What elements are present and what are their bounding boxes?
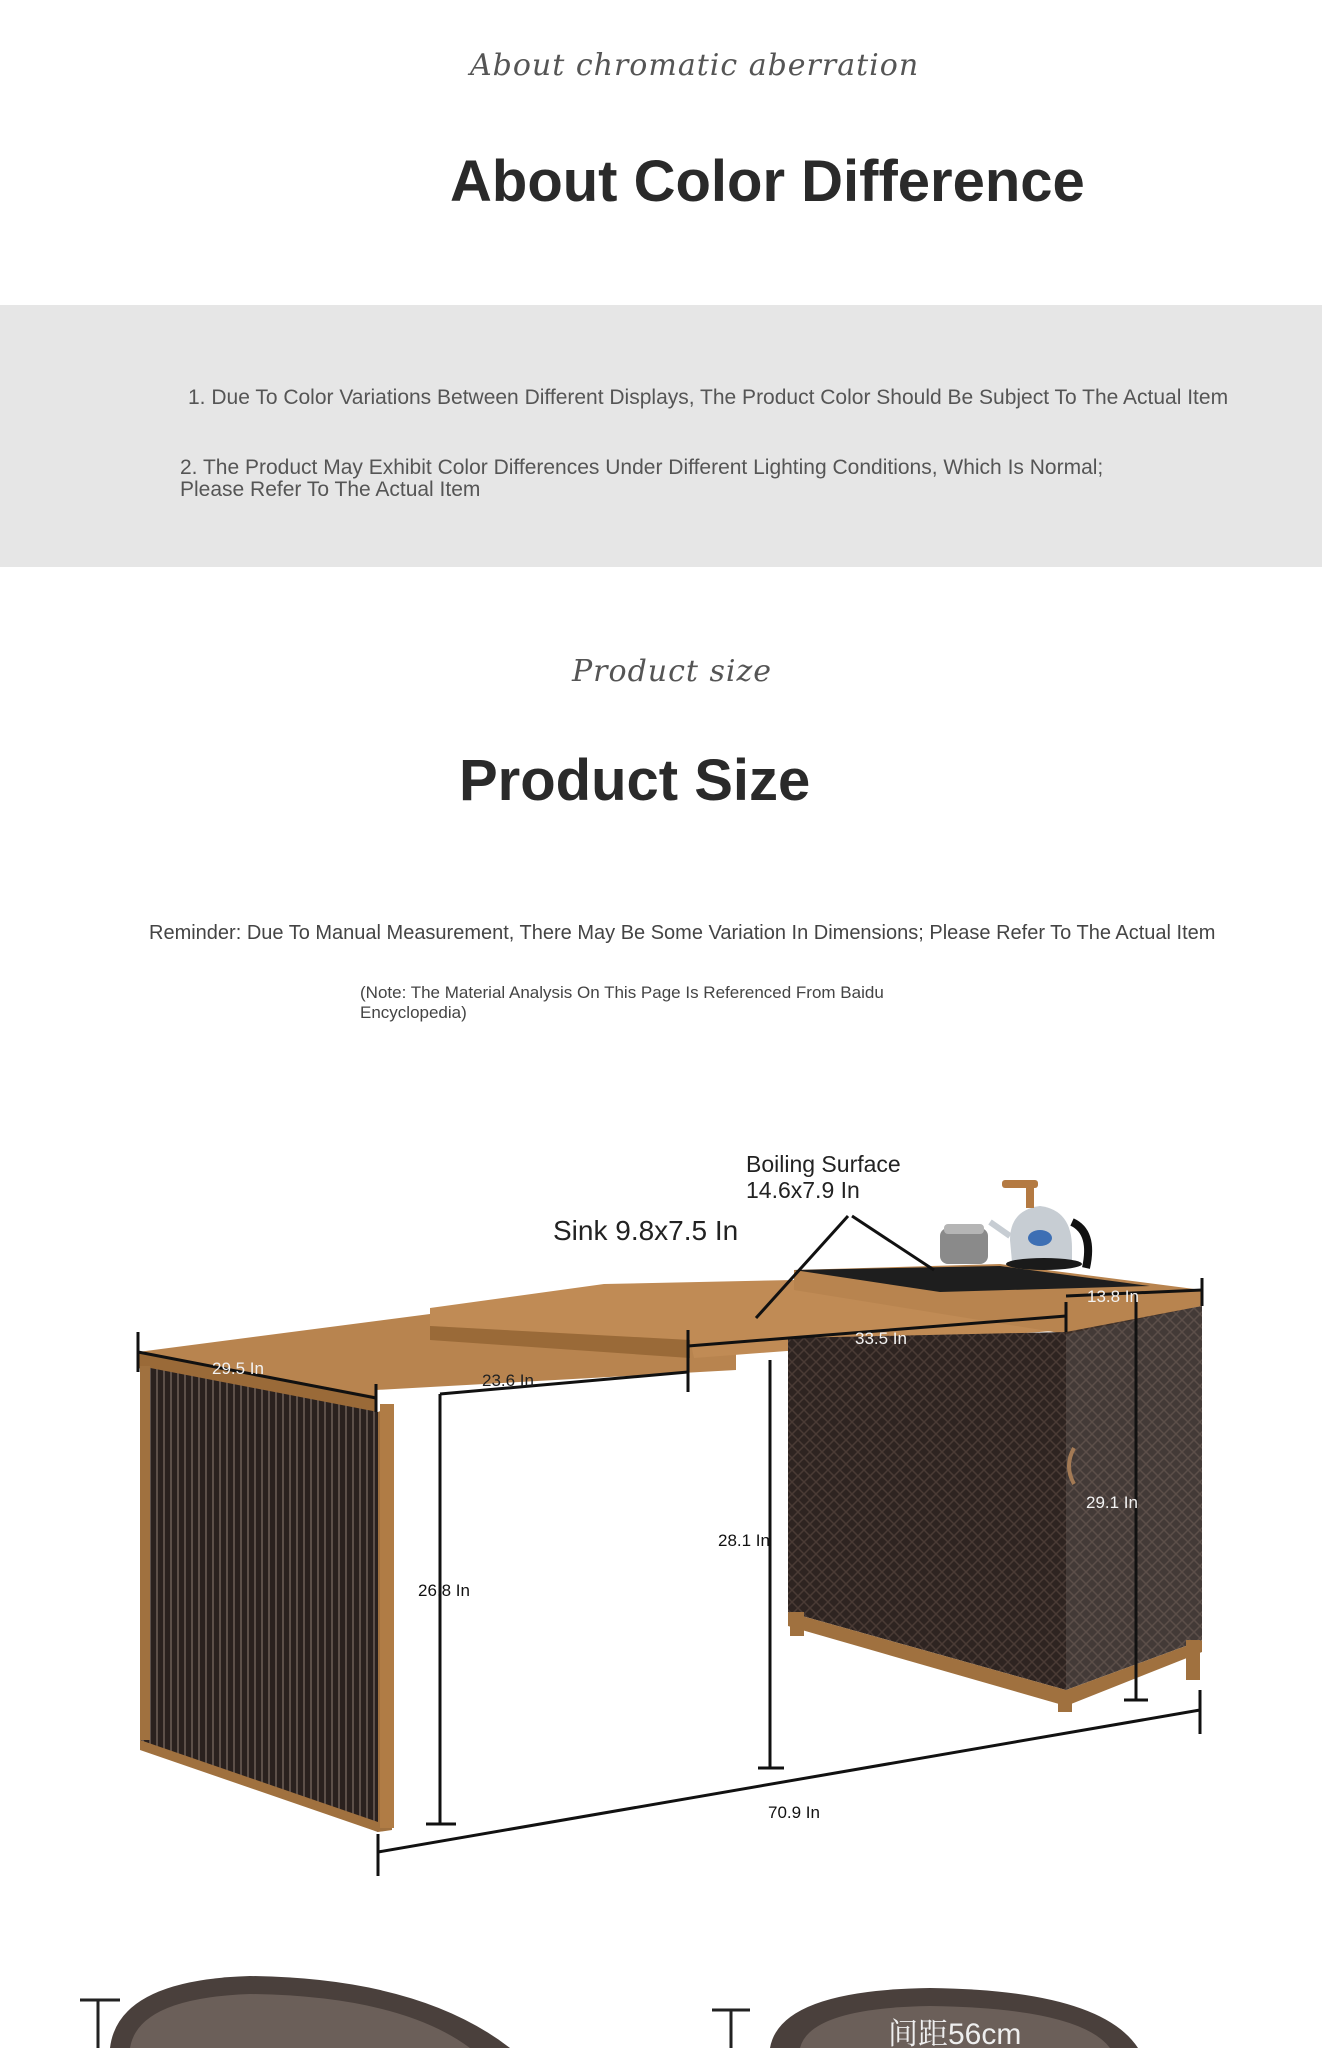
dim-33-5: 33.5 In: [855, 1329, 907, 1348]
sink-label: Sink 9.8x7.5 In: [553, 1215, 739, 1246]
boiling-surface-label: Boiling Surface: [746, 1151, 901, 1177]
dim-26-8: 26.8 In: [418, 1581, 470, 1600]
dim-28-1: 28.1 In: [718, 1531, 770, 1550]
size-script-title: Product size: [572, 654, 773, 689]
color-script-title: About chromatic aberration: [470, 48, 920, 83]
chair-diagram: [0, 1960, 1322, 2048]
boiling-surface-size: 14.6x7.9 In: [746, 1177, 860, 1203]
size-section-title: Product Size: [459, 748, 811, 813]
size-note-line-1: (Note: The Material Analysis On This Page Is Referenced From Baidu: [360, 983, 884, 1002]
size-note-line-2: Encyclopedia): [360, 1003, 467, 1022]
dim-70-9: 70.9 In: [768, 1803, 820, 1822]
color-note-2: 2. The Product May Exhibit Color Differences Under Different Lighting Conditions, Which Is Normal;: [180, 456, 1104, 479]
color-note-1: 1. Due To Color Variations Between Different Displays, The Product Color Should Be Subject To The Actual Item: [188, 386, 1229, 409]
kettle-icon: [940, 1180, 1088, 1270]
color-section-title: About Color Difference: [450, 149, 1085, 214]
left-table-leg: [380, 1404, 394, 1828]
dim-29-5: 29.5 In: [212, 1359, 264, 1378]
table-diagram: [0, 1100, 1322, 1900]
dim-23-6: 23.6 In: [482, 1371, 534, 1390]
color-notes-band: [0, 305, 1322, 567]
dim-29-1: 29.1 In: [1086, 1493, 1138, 1512]
size-reminder: Reminder: Due To Manual Measurement, There May Be Some Variation In Dimensions; Please Refer To The Actual Item: [149, 922, 1216, 944]
color-note-2-cont: Please Refer To The Actual Item: [180, 478, 481, 501]
chair-spacing-label: 间距56cm: [888, 2018, 1022, 2048]
dim-13-8: 13.8 In: [1087, 1287, 1139, 1306]
